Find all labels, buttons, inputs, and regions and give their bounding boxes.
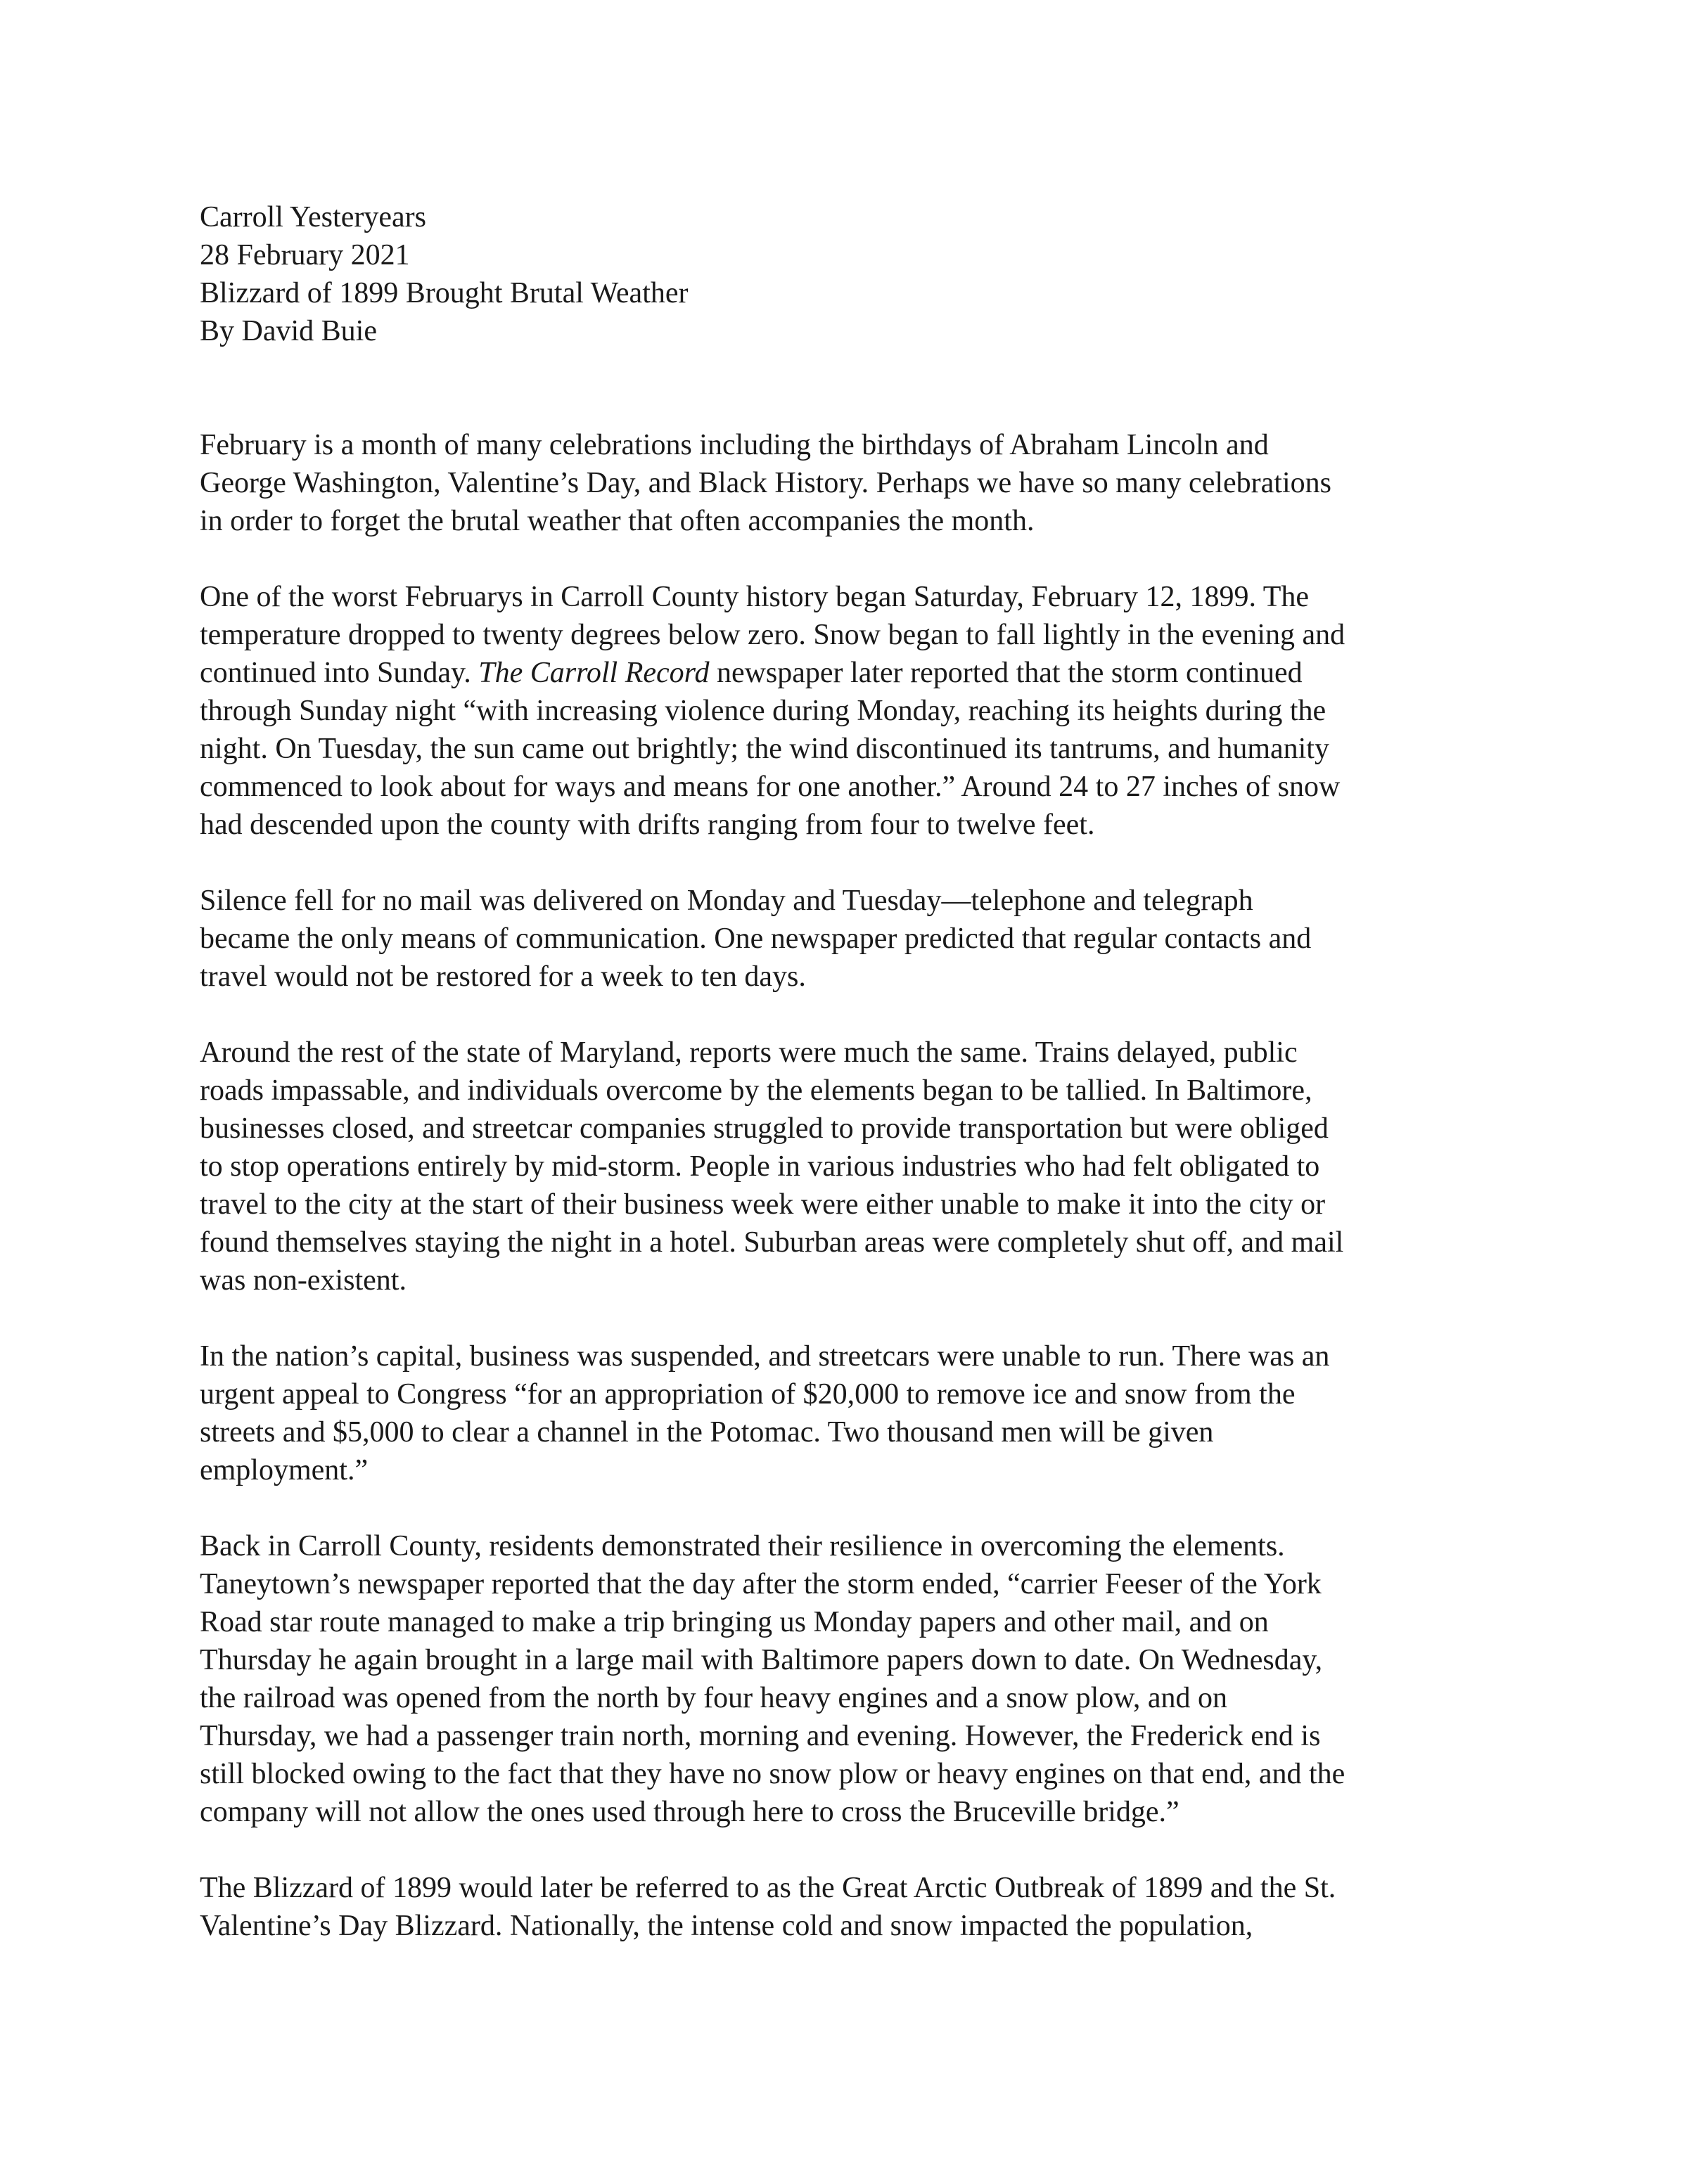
article-text bbox=[200, 198, 1522, 1945]
paragraph-line: Taneytown’s newspaper reported that the day after the storm ended, “carrier Feeser of the York bbox=[200, 1568, 1322, 1600]
paragraph-line: employment.” bbox=[200, 1454, 369, 1486]
paragraph-3 bbox=[200, 882, 1522, 996]
paragraph-4 bbox=[200, 1034, 1522, 1299]
paragraph-line: in order to forget the brutal weather that often accompanies the month. bbox=[200, 505, 1035, 537]
paragraph-7 bbox=[200, 1869, 1522, 1945]
paragraph-line: found themselves staying the night in a hotel. Suburban areas were completely shut off, and mail bbox=[200, 1226, 1344, 1259]
paragraph-line: Around the rest of the state of Maryland, reports were much the same. Trains delayed, public bbox=[200, 1036, 1298, 1069]
paragraph-line: February is a month of many celebrations including the birthdays of Abraham Lincoln and bbox=[200, 429, 1269, 461]
paragraph-line: One of the worst Februarys in Carroll County history began Saturday, February 12, 1899. The bbox=[200, 581, 1310, 613]
paragraph-line: commenced to look about for ways and means for one another.” Around 24 to 27 inches of snow bbox=[200, 771, 1341, 803]
article-header bbox=[200, 198, 1522, 350]
paragraph-line: Thursday, we had a passenger train north, morning and evening. However, the Frederick end is bbox=[200, 1720, 1321, 1752]
paragraph-6 bbox=[200, 1527, 1522, 1831]
paragraph-line: roads impassable, and individuals overcome by the elements began to be tallied. In Baltimore, bbox=[200, 1074, 1312, 1107]
paragraph-line: temperature dropped to twenty degrees below zero. Snow began to fall lightly in the evening and bbox=[200, 619, 1345, 651]
paragraph-line: In the nation’s capital, business was suspended, and streetcars were unable to run. There was an bbox=[200, 1340, 1330, 1373]
newspaper-title: The Carroll Record bbox=[478, 657, 710, 689]
paragraph-line: Silence fell for no mail was delivered on Monday and Tuesday—telephone and telegraph bbox=[200, 885, 1253, 917]
paragraph-line: travel to the city at the start of their business week were either unable to make it into the city or bbox=[200, 1188, 1326, 1221]
paragraph-line: travel would not be restored for a week to ten days. bbox=[200, 961, 806, 993]
paragraph-1 bbox=[200, 426, 1522, 540]
paragraph-line bbox=[200, 654, 1522, 692]
paragraph-line: night. On Tuesday, the sun came out brightly; the wind discontinued its tantrums, and humanity bbox=[200, 733, 1329, 765]
column-name: Carroll Yesteryears bbox=[200, 201, 426, 233]
paragraph-line: Back in Carroll County, residents demonstrated their resilience in overcoming the elements. bbox=[200, 1530, 1285, 1562]
paragraph-line: still blocked owing to the fact that they have no snow plow or heavy engines on that end, and the bbox=[200, 1758, 1345, 1790]
paragraph-line: through Sunday night “with increasing violence during Monday, reaching its heights during the bbox=[200, 695, 1326, 727]
paragraph-line: The Blizzard of 1899 would later be referred to as the Great Arctic Outbreak of 1899 and the St. bbox=[200, 1872, 1336, 1904]
paragraph-line: to stop operations entirely by mid-storm. People in various industries who had felt obligated to bbox=[200, 1150, 1320, 1183]
paragraph-line: Road star route managed to make a trip bringing us Monday papers and other mail, and on bbox=[200, 1606, 1269, 1638]
paragraph-2 bbox=[200, 578, 1522, 844]
line-text: newspaper later reported that the storm continued bbox=[709, 657, 1303, 689]
paragraph-line: company will not allow the ones used through here to cross the Bruceville bridge.” bbox=[200, 1796, 1179, 1828]
line-text: continued into Sunday. bbox=[200, 657, 479, 689]
paragraph-line: had descended upon the county with drifts ranging from four to twelve feet. bbox=[200, 809, 1095, 841]
paragraph-line: was non-existent. bbox=[200, 1264, 407, 1297]
paragraph-5 bbox=[200, 1337, 1522, 1489]
paragraph-line: streets and $5,000 to clear a channel in the Potomac. Two thousand men will be given bbox=[200, 1416, 1214, 1448]
article-date: 28 February 2021 bbox=[200, 239, 410, 271]
paragraph-line: the railroad was opened from the north by four heavy engines and a snow plow, and on bbox=[200, 1682, 1228, 1714]
paragraph-line: urgent appeal to Congress “for an appropriation of $20,000 to remove ice and snow from the bbox=[200, 1378, 1296, 1411]
article-byline: By David Buie bbox=[200, 315, 377, 347]
paragraph-line: Thursday he again brought in a large mail with Baltimore papers down to date. On Wednesday, bbox=[200, 1644, 1323, 1676]
paragraph-line: George Washington, Valentine’s Day, and Black History. Perhaps we have so many celebrations bbox=[200, 467, 1331, 499]
paragraph-line: became the only means of communication. One newspaper predicted that regular contacts and bbox=[200, 923, 1312, 955]
paragraph-line: Valentine’s Day Blizzard. Nationally, the intense cold and snow impacted the population, bbox=[200, 1910, 1253, 1942]
article-title: Blizzard of 1899 Brought Brutal Weather bbox=[200, 277, 689, 309]
paragraph-line: businesses closed, and streetcar companies struggled to provide transportation but were obliged bbox=[200, 1112, 1329, 1145]
